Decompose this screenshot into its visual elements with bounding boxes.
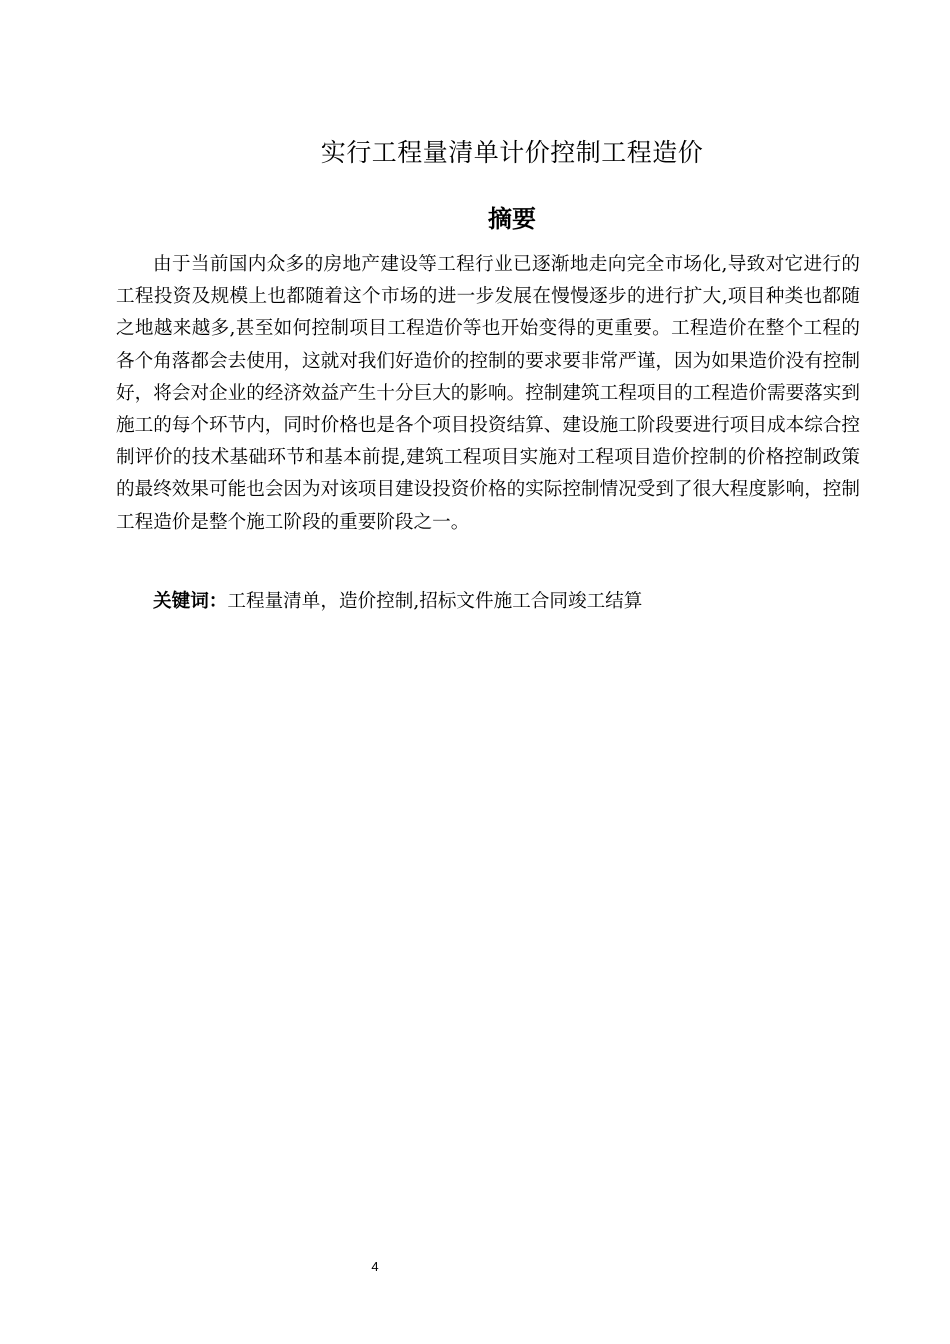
keywords-text: 工程量清单，造价控制,招标文件施工合同竣工结算 <box>227 591 643 612</box>
abstract-heading: 摘要 <box>488 205 536 233</box>
document-title: 实行工程量清单计价控制工程造价 <box>320 138 704 167</box>
keywords-label: 关键词： <box>153 591 228 612</box>
page-number: 4 <box>371 1259 379 1274</box>
abstract-paragraph: 由于当前国内众多的房地产建设等工程行业已逐渐地走向完全市场化,导致对它进行的工程投资及规模上也都随着这个市场的进一步发展在慢慢逐步的进行扩大,项目种类也都随之地越来越多,甚至如何控制项目工程造价等也开始变得的更重要。工程造价在整个工程的各个角落都会去使用，这就对我们好造价的控制的要求要非常严谨，因为如果造价没有控制好，将会对企业的经济效益产生十分巨大的影响。控制建筑工程项目的工程造价需要落实到施工的每个环节内，同时价格也是各个项目投资结算、建设施工阶段要进行项目成本综合控制评价的技术基础环节和基本前提,建筑工程项目实施对工程项目造价控制的价格控制政策的最终效果可能也会因为对该项目建设投资价格的实际控制情况受到了很大程度影响，控制工程造价是整个施工阶段的重要阶段之一。 <box>116 254 860 533</box>
keywords-line <box>153 586 860 618</box>
